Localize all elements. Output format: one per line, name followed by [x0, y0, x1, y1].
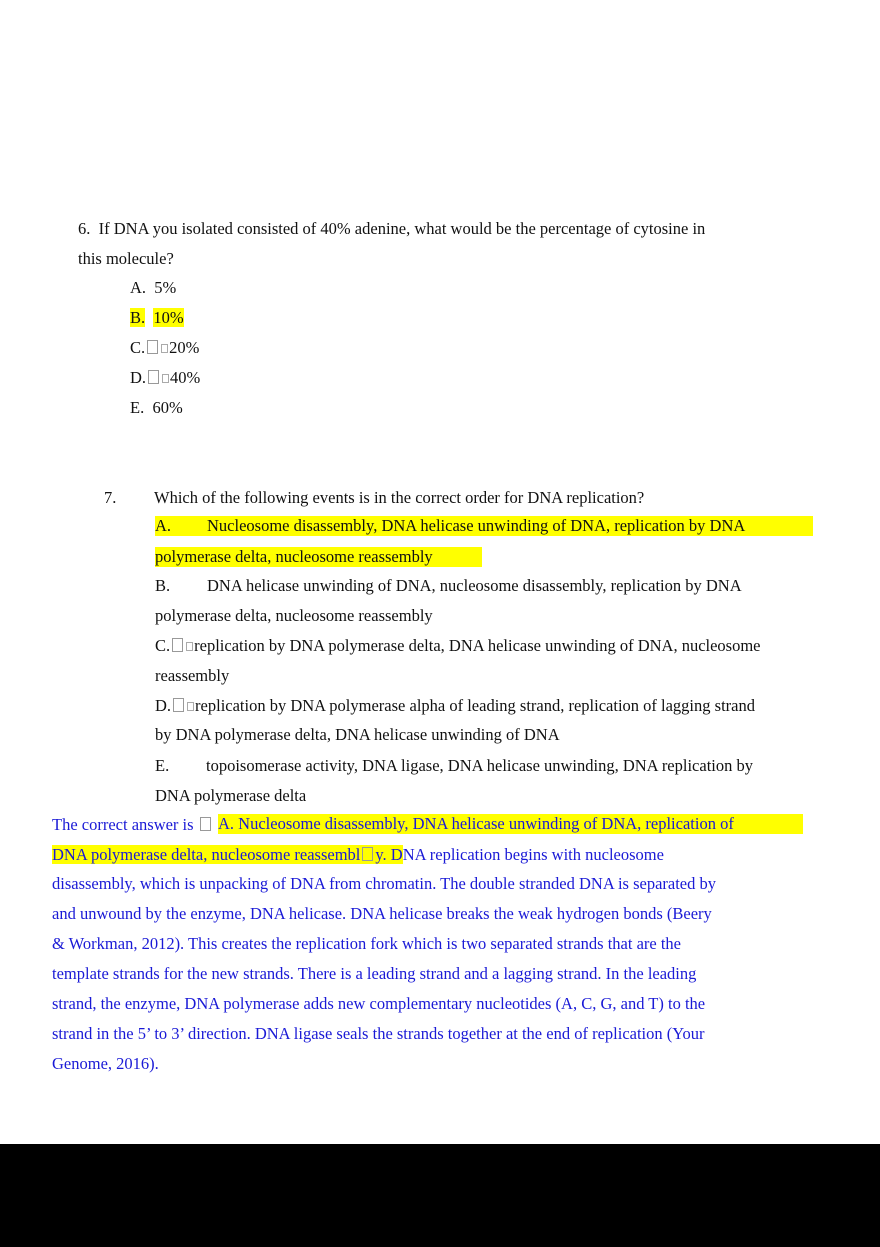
q6-option-d: D. 40% — [130, 368, 201, 387]
answer-line8: strand in the 5’ to 3’ direction. DNA ligase seals the strands together at the end of replication (Your — [52, 1024, 705, 1043]
missing-glyph-icon — [147, 340, 158, 354]
missing-glyph-icon — [187, 702, 194, 711]
q7-option-a-line2: polymerase delta, nucleosome reassembly — [155, 547, 482, 567]
q7-option-d-line2: by DNA polymerase delta, DNA helicase unwinding of DNA — [155, 725, 560, 744]
missing-glyph-icon — [172, 638, 183, 652]
missing-glyph-icon — [186, 642, 193, 651]
q6-number: 6. — [78, 219, 91, 238]
bottom-black-band — [0, 1144, 880, 1247]
q6-stem-line1: 6. If DNA you isolated consisted of 40% adenine, what would be the percentage of cytosine in — [78, 219, 706, 238]
q7-option-d-line1: D. replication by DNA polymerase alpha of leading strand, replication of lagging strand — [155, 696, 755, 715]
q7-option-b-line2: polymerase delta, nucleosome reassembly — [155, 606, 433, 625]
answer-line7: strand, the enzyme, DNA polymerase adds new complementary nucleotides (A, C, G, and T) to the — [52, 994, 706, 1013]
q7-option-c-line2: reassembly — [155, 666, 230, 685]
q6-stem-line2: this molecule? — [78, 249, 174, 268]
q7-option-b-line1: B. DNA helicase unwinding of DNA, nucleosome disassembly, replication by DNA — [155, 576, 742, 595]
q7-option-e-line2: DNA polymerase delta — [155, 786, 307, 805]
q7-number: 7. — [104, 488, 117, 507]
missing-glyph-icon — [162, 374, 169, 383]
q7-stem: Which of the following events is in the correct order for DNA replication? — [154, 488, 645, 507]
answer-line6: template strands for the new strands. There is a leading strand and a lagging strand. In the leading — [52, 964, 697, 983]
missing-glyph-icon — [148, 370, 159, 384]
missing-glyph-icon — [200, 817, 211, 831]
answer-line9: Genome, 2016). — [52, 1054, 159, 1073]
answer-line5: & Workman, 2012). This creates the replication fork which is two separated strands that are the — [52, 934, 681, 953]
answer-line3: disassembly, which is unpacking of DNA from chromatin. The double stranded DNA is separated by — [52, 874, 716, 893]
q6-option-b: B. 10% — [130, 308, 184, 327]
q6-option-c: C. 20% — [130, 338, 200, 357]
missing-glyph-icon — [161, 344, 168, 353]
q7-option-a-line1: A. Nucleosome disassembly, DNA helicase unwinding of DNA, replication by DNA — [155, 516, 813, 536]
answer-highlight-line1: A. Nucleosome disassembly, DNA helicase unwinding of DNA, replication of — [218, 814, 803, 834]
answer-line1: The correct answer is — [52, 815, 213, 835]
q7-option-c-line1: C. replication by DNA polymerase delta, DNA helicase unwinding of DNA, nucleosome — [155, 636, 761, 655]
answer-line4: and unwound by the enzyme, DNA helicase. DNA helicase breaks the weak hydrogen bonds (Beery — [52, 904, 712, 923]
q7-option-e-line1: E. topoisomerase activity, DNA ligase, DNA helicase unwinding, DNA replication by — [155, 756, 753, 775]
q6-option-e: E. 60% — [130, 398, 183, 417]
q6-option-a: A. 5% — [130, 278, 177, 297]
missing-glyph-icon — [173, 698, 184, 712]
missing-glyph-icon — [362, 847, 373, 861]
answer-line2: DNA polymerase delta, nucleosome reassembl y. DNA replication begins with nucleosome — [52, 845, 664, 864]
